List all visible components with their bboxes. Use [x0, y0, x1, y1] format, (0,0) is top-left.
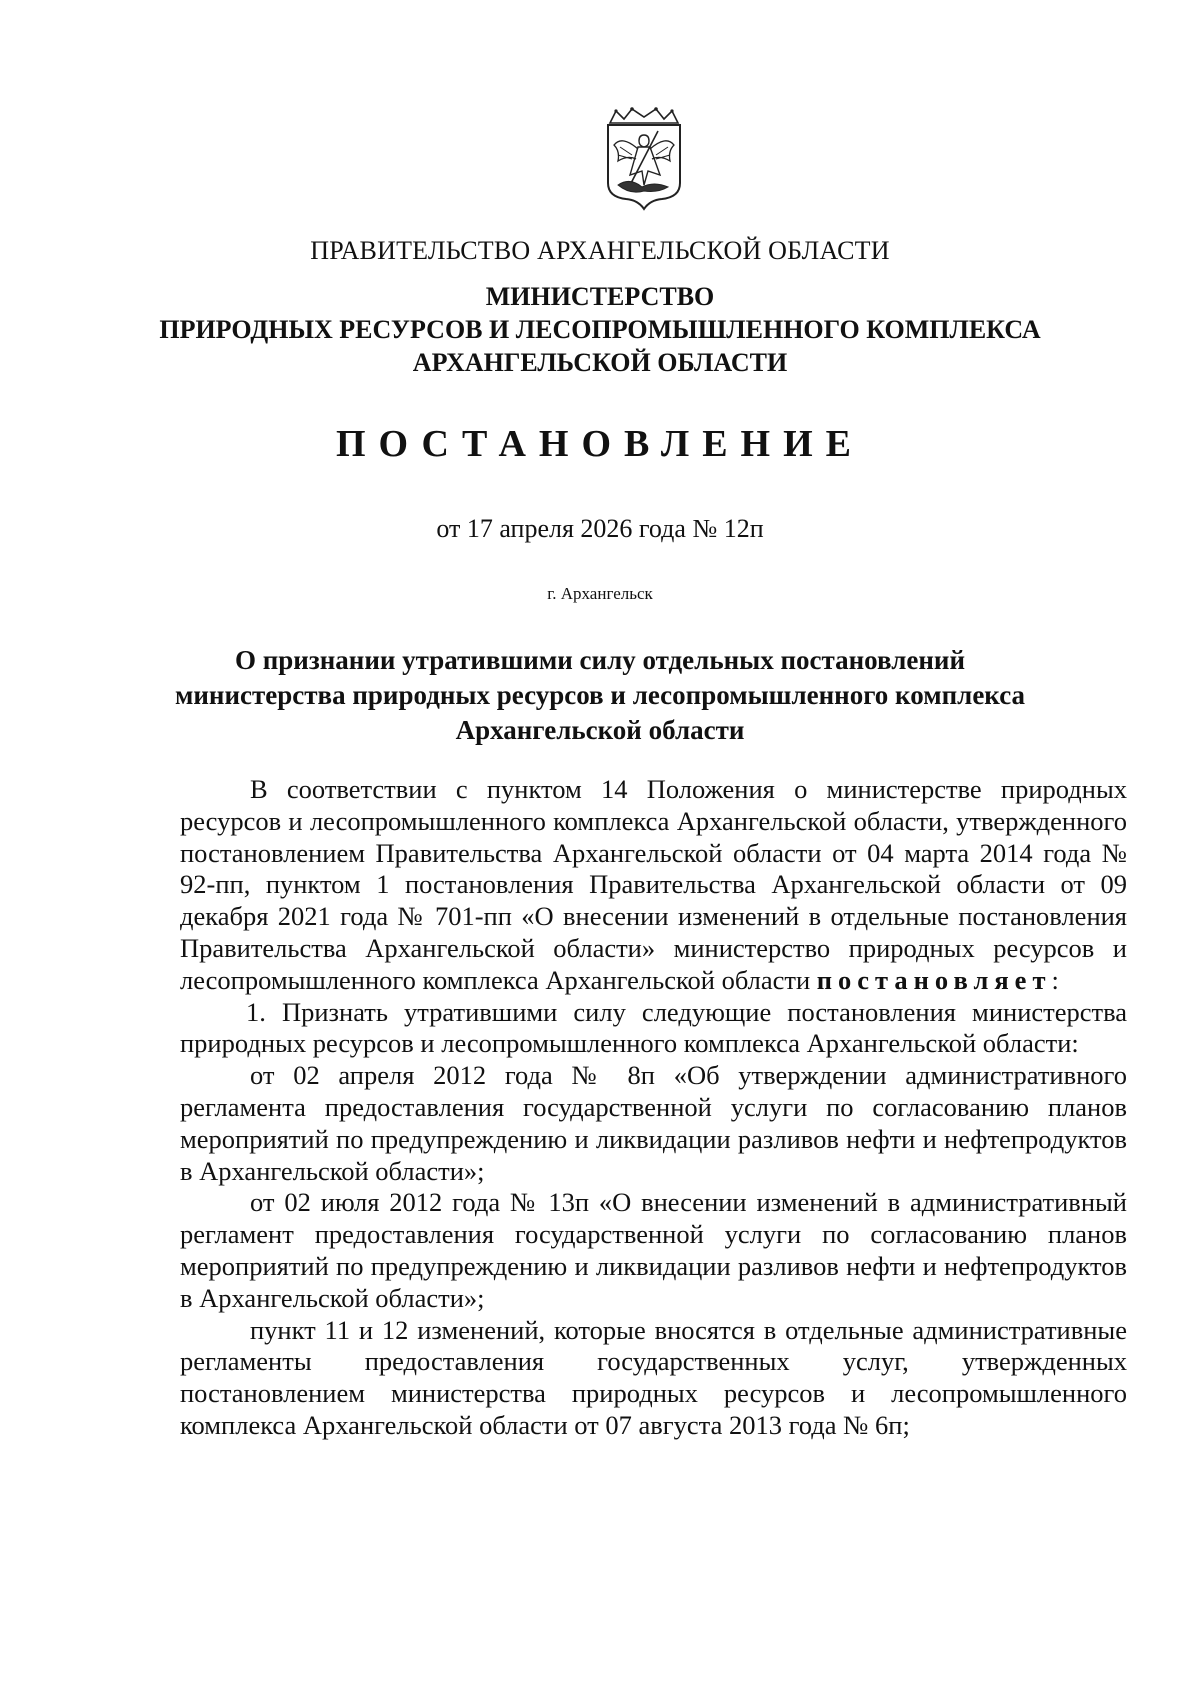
- coat-of-arms-icon: [602, 105, 686, 211]
- document-body: [180, 774, 1127, 1442]
- title-line: Архангельской области: [455, 715, 745, 745]
- document-date-number: от 17 апреля 2026 года № 12п: [436, 514, 764, 543]
- ministry-line: ПРИРОДНЫХ РЕСУРСОВ И ЛЕСОПРОМЫШЛЕННОГО КОМПЛЕКСА: [159, 315, 1041, 344]
- item-1-paragraph: 1. Признать утратившими силу следующие постановления министерства природных ресурсов и лесопромышленного комплекса Архангельской области:: [180, 996, 1127, 1059]
- document-city: г. Архангельск: [547, 584, 653, 603]
- ministry-line: МИНИСТЕРСТВО: [485, 282, 715, 311]
- preamble-text: В соответствии с пунктом 14 Положения о министерстве природных ресурсов и лесопромышленного комплекса Архангельской области, утвержденного постановлением Правительства Архангельской области от 04 марта 2014 года № 92-пп, пунктом 1 постановления Правительства Архангельской области от 09 декабря 2021 года № 701-пп «О внесении изменений в отдельные постановления Правительства Архангельской области» министерство природных ресурсов и лесопромышленного комплекса Архангельской области: [180, 774, 1127, 995]
- title-line: министерства природных ресурсов и лесопромышленного комплекса: [174, 680, 1026, 710]
- ministry-line: АРХАНГЕЛЬСКОЙ ОБЛАСТИ: [412, 348, 788, 377]
- sub-item-paragraph: пункт 11 и 12 изменений, которые вносятся в отдельные административные регламенты предоставления государственных услуг, утвержденных постановлением министерства природных ресурсов и лесопромышленного комплекса Архангельской области от 07 августа 2013 года № 6п;: [180, 1314, 1127, 1440]
- document-type: ПОСТАНОВЛЕНИЕ: [335, 423, 865, 465]
- resolves-word: постановляет: [816, 964, 1052, 995]
- title-line: О признании утратившими силу отдельных постановлений: [234, 645, 966, 675]
- resolves-colon: :: [1051, 964, 1059, 995]
- sub-item-paragraph: от 02 июля 2012 года № 13п «О внесении изменений в административный регламент предоставления государственной услуги по согласованию планов мероприятий по предупреждению и ликвидации разливов нефти и нефтепродуктов в Архангельской области»;: [180, 1187, 1127, 1313]
- sub-item-paragraph: от 02 апреля 2012 года № 8п «Об утверждении административного регламента предоставления государственной услуги по согласованию планов мероприятий по предупреждению и ликвидации разливов нефти и нефтепродуктов в Архангельской области»;: [180, 1060, 1127, 1186]
- preamble-paragraph: [180, 774, 1127, 997]
- ministry-name: [0, 280, 1200, 379]
- document-title: [150, 643, 1050, 748]
- government-name: ПРАВИТЕЛЬСТВО АРХАНГЕЛЬСКОЙ ОБЛАСТИ: [310, 236, 890, 265]
